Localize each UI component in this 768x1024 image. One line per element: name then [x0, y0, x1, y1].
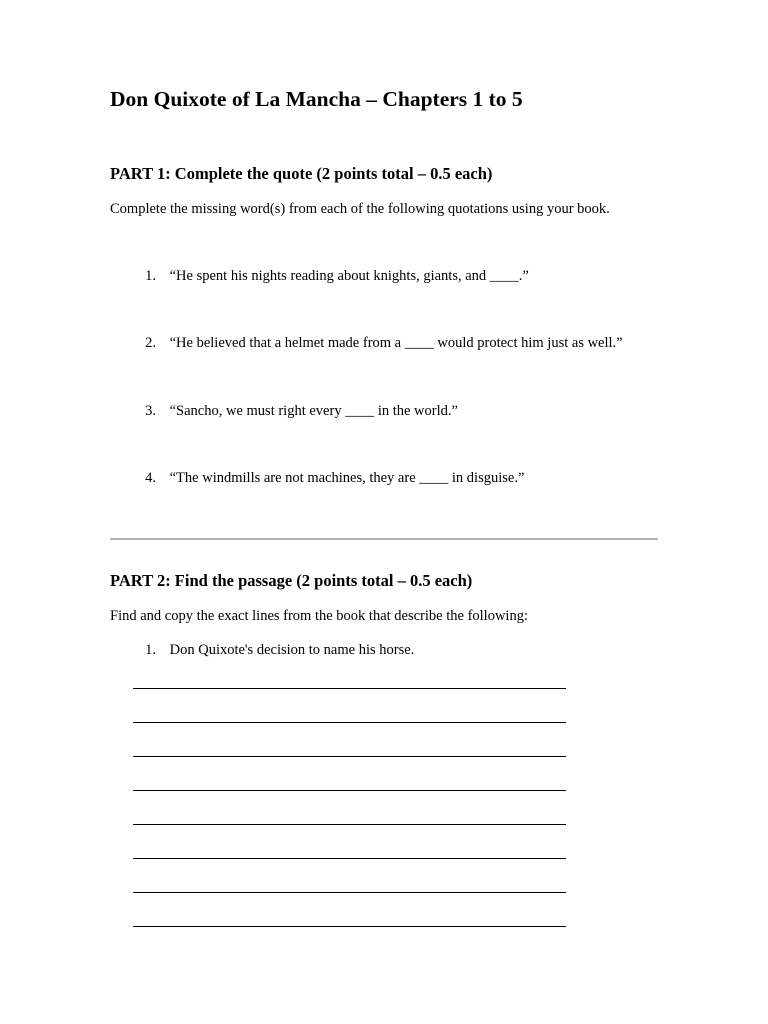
- part2-heading: PART 2: Find the passage (2 points total – 0.5 each): [110, 571, 473, 590]
- page-title: Don Quixote of La Mancha – Chapters 1 to 5: [110, 87, 523, 111]
- part1-question-4: [110, 468, 670, 488]
- answer-line[interactable]: [133, 790, 566, 791]
- question-text: “He spent his nights reading about knights, giants, and ____.”: [169, 268, 529, 284]
- part1-question-1: [110, 266, 670, 286]
- part2-instructions: Find and copy the exact lines from the book that describe the following:: [110, 608, 528, 624]
- question-text: “He believed that a helmet made from a ____ would protect him just as well.”: [169, 335, 623, 351]
- part1-heading: PART 1: Complete the quote (2 points total – 0.5 each): [110, 164, 493, 183]
- part2-question-1: [110, 640, 670, 660]
- answer-line[interactable]: [133, 722, 566, 723]
- question-number: 1.: [145, 642, 156, 658]
- answer-line[interactable]: [133, 858, 566, 859]
- question-text: “The windmills are not machines, they are ____ in disguise.”: [169, 470, 525, 486]
- section-divider: [110, 538, 658, 540]
- question-text: Don Quixote's decision to name his horse.: [169, 642, 415, 658]
- question-text: “Sancho, we must right every ____ in the world.”: [169, 403, 458, 419]
- answer-line[interactable]: [133, 756, 566, 757]
- answer-line[interactable]: [133, 688, 566, 689]
- answer-line[interactable]: [133, 926, 566, 927]
- question-number: 3.: [145, 403, 156, 419]
- part1-question-3: [110, 401, 670, 421]
- part1-question-2: [110, 333, 670, 353]
- part1-instructions: Complete the missing word(s) from each of the following quotations using your book.: [110, 201, 610, 217]
- question-number: 2.: [145, 335, 156, 351]
- answer-line[interactable]: [133, 824, 566, 825]
- question-number: 1.: [145, 268, 156, 284]
- question-number: 4.: [145, 470, 156, 486]
- answer-line[interactable]: [133, 892, 566, 893]
